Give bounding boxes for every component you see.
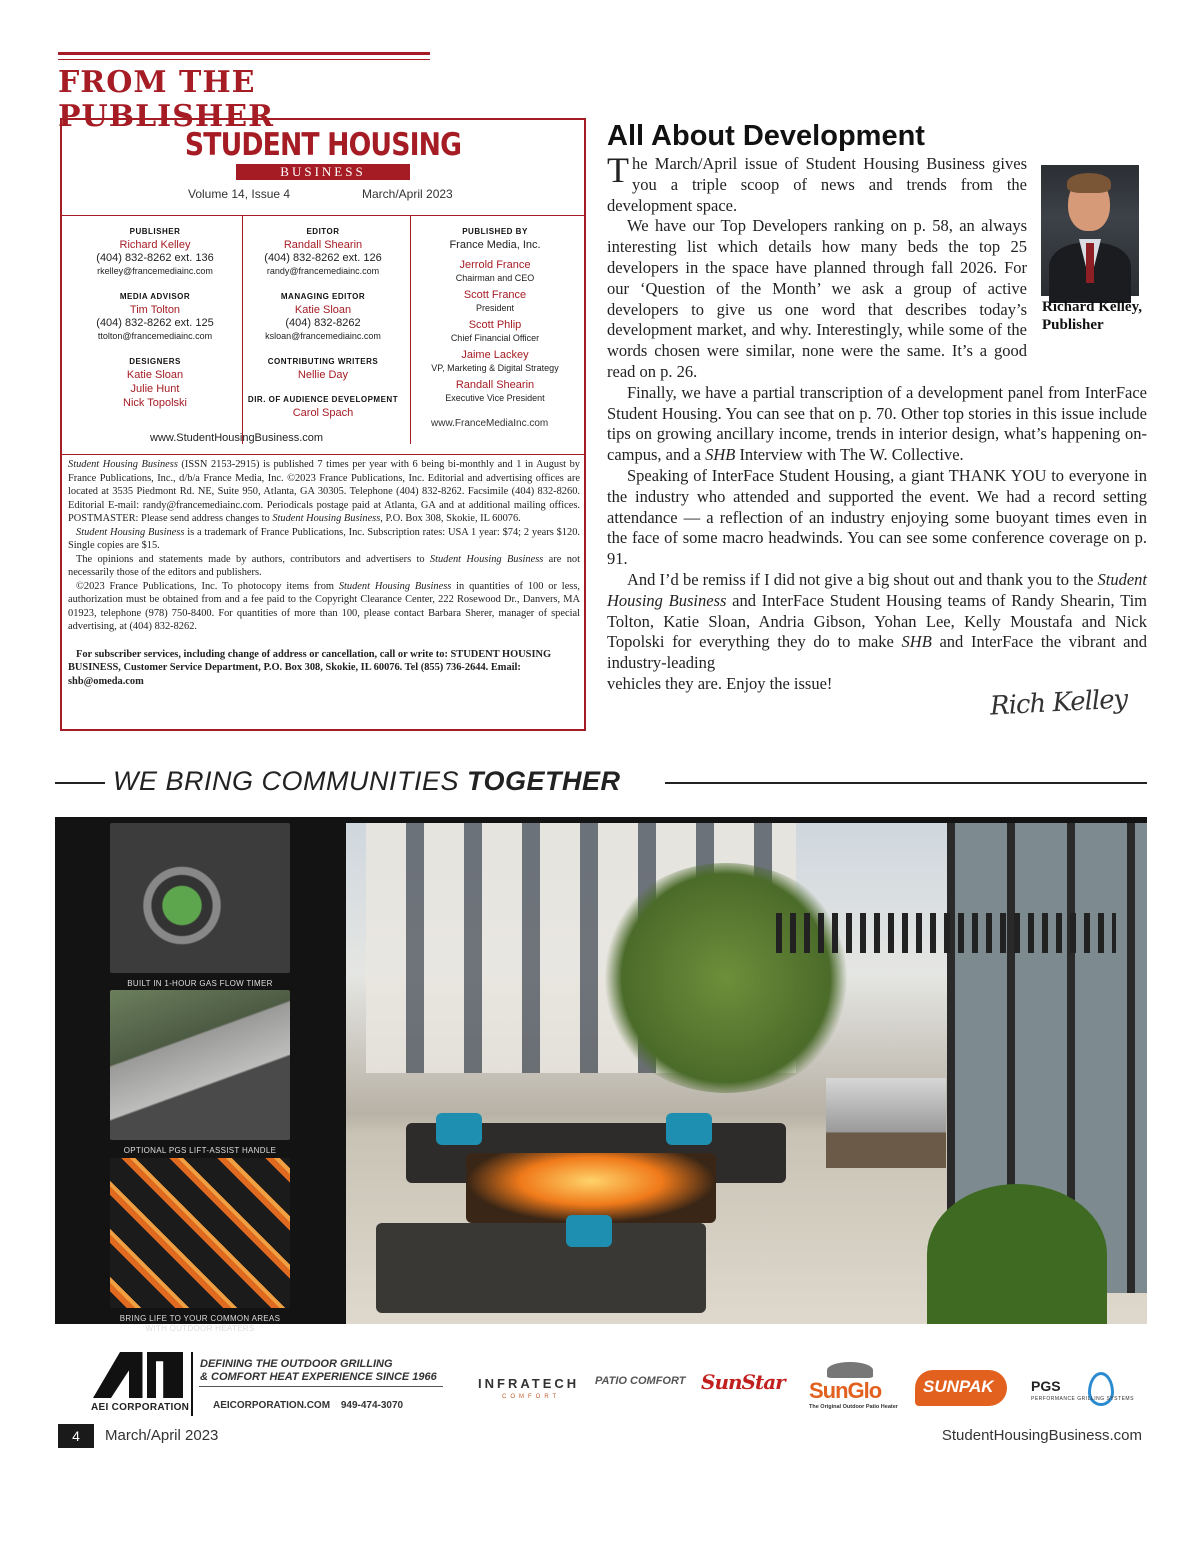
staff-column-2	[238, 226, 408, 434]
article-title: All About Development	[607, 120, 925, 152]
paragraph-italic: SHB	[705, 445, 736, 465]
ad-banner	[55, 766, 1147, 800]
tagline-line: DEFINING THE OUTDOOR GRILLING	[200, 1358, 393, 1370]
banner-line	[665, 782, 1147, 784]
tagline-line: & COMFORT HEAT EXPERIENCE SINCE 1966	[200, 1371, 437, 1383]
banner-line	[55, 782, 105, 784]
photo-caption: Richard Kelley, Publisher	[1042, 299, 1142, 333]
thumb-caption: BRING LIFE TO YOUR COMMON AREAS WITH OUTDOOR HEATERS	[119, 1314, 281, 1333]
paragraph-italic: Student Housing Business	[607, 569, 1147, 610]
staff-name: Carol Spach	[292, 407, 354, 419]
staff-name: Richard Kelley	[119, 239, 191, 251]
legal-paragraph	[68, 553, 580, 580]
staff-role: CONTRIBUTING WRITERS	[267, 357, 379, 366]
subscriber-services: For subscriber services, including change of address or cancellation, call or write to: STUDENT HOUSING BUSINESS, Customer Service Department, P.O. Box 308, Skokie, IL 60076. Tel (855) 736-2644. Email: shb@omeda.com	[68, 648, 552, 687]
divider	[62, 215, 584, 216]
photo-pillow	[566, 1215, 612, 1247]
staff-role: MEDIA ADVISOR	[119, 292, 191, 301]
paragraph-text: vehicles they are. Enjoy the issue!	[607, 673, 833, 693]
photo-fire-pit	[466, 1153, 716, 1223]
staff-email[interactable]: rkelley@francemediainc.com	[97, 266, 213, 276]
staff-column-3	[410, 226, 580, 408]
article-narrow-column	[607, 150, 1027, 383]
staff-phone: (404) 832-8262 ext. 136	[96, 252, 214, 264]
person-title: President	[475, 303, 515, 313]
heater-dome-icon	[827, 1362, 873, 1378]
person-name: Jerrold France	[459, 259, 531, 271]
ad-thumb-lift-assist	[110, 990, 290, 1156]
volume-issue: Volume 14, Issue 4	[188, 187, 291, 201]
infratech-sub: COMFORT	[502, 1394, 561, 1400]
divider	[62, 454, 584, 455]
person-name: Scott France	[463, 289, 527, 301]
drop-cap: T	[607, 150, 629, 190]
website-link[interactable]: www.StudentHousingBusiness.com	[150, 432, 324, 444]
publisher-person	[410, 378, 580, 404]
person-name: Jaime Lackey	[461, 349, 529, 361]
staff-contributing-writers	[238, 356, 408, 382]
pgs-sub: PERFORMANCE GRILLING SYSTEMS	[1031, 1396, 1134, 1402]
photo-plant	[927, 1184, 1107, 1324]
photo-grill	[826, 1078, 946, 1168]
person-name: Randall Shearin	[455, 379, 535, 391]
paragraph-text: Interview with The W. Collective.	[735, 445, 964, 465]
aei-tagline	[200, 1358, 437, 1384]
photo-pergola	[776, 913, 1116, 953]
legal-italic: Student Housing Business	[272, 513, 381, 524]
signature: Rich Kelley	[989, 684, 1128, 722]
person-name: Scott Phlip	[468, 319, 522, 331]
thumb-caption: OPTIONAL PGS LIFT-ASSIST HANDLE	[123, 1146, 277, 1155]
photo-tie	[1086, 243, 1094, 283]
aei-company-name: AEI CORPORATION	[91, 1402, 190, 1413]
courtyard-photo	[346, 823, 1147, 1324]
page-footer	[58, 1424, 1142, 1450]
article-paragraph	[607, 383, 1147, 466]
ad-thumb-timer	[110, 823, 290, 989]
page-number: 4	[58, 1424, 94, 1448]
legal-text: ©2023 France Publications, Inc. To photocopy items from	[76, 580, 339, 592]
pgs-logo: PGS	[1031, 1378, 1061, 1394]
person-title: Executive Vice President	[445, 393, 545, 403]
aei-contact[interactable]: AEICORPORATION.COM 949-474-3070	[213, 1400, 404, 1411]
infratech-logo: INFRATECH	[478, 1376, 580, 1391]
staff-role: DIR. OF AUDIENCE DEVELOPMENT	[247, 395, 399, 404]
staff-designers	[70, 356, 240, 410]
publisher-person	[410, 318, 580, 344]
masthead-logo	[62, 128, 584, 181]
ad-photo-panel	[55, 817, 1147, 1333]
sunpak-logo	[915, 1370, 1007, 1406]
staff-role: MANAGING EDITOR	[280, 292, 366, 301]
legal-paragraph	[68, 458, 580, 526]
staff-email[interactable]: ttolton@francemediainc.com	[97, 331, 213, 341]
article-paragraph	[607, 570, 1147, 695]
staff-name: Julie Hunt	[130, 383, 180, 395]
publisher-person	[410, 258, 580, 284]
staff-editor	[238, 226, 408, 277]
aei-divider	[191, 1352, 193, 1416]
header-rule-thin	[58, 59, 430, 60]
publisher-org: France Media, Inc.	[449, 239, 541, 251]
staff-column-1	[70, 226, 240, 424]
staff-publisher	[70, 226, 240, 277]
staff-name: Katie Sloan	[126, 369, 184, 381]
person-title: Chairman and CEO	[455, 273, 535, 283]
legal-paragraph	[68, 580, 580, 634]
legal-text: (ISSN 2153-2915) is published 7 times per year with 6 being bi-monthly and 1 in August by France Publications, Inc., d/b/a France Media, Inc. ©2023 France Publications, Inc. Editorial and advertising offices are located at 3535 Piedmont Rd. NE, Suite 950, Atlanta, GA 30305. Telephone (404) 832-8262. Facsimile (404) 832-8260. Editorial E-mail: randy@francemediainc.com. Periodicals postage paid at Atlanta, GA and at additional mailing offices. POSTMASTER: Please send address changes to	[68, 459, 580, 524]
staff-name: Randall Shearin	[283, 239, 363, 251]
sunpak-wordmark: SUNPAK	[923, 1377, 994, 1396]
paragraph-text: And I’d be remiss if I did not give a big shout out and thank you to the	[627, 569, 1098, 589]
lift-assist-image	[110, 990, 290, 1140]
aei-logo	[93, 1352, 183, 1408]
logo-student-housing: STUDENT HOUSING	[184, 127, 462, 163]
footer-date: March/April 2023	[105, 1427, 219, 1444]
photo-tree	[596, 863, 856, 1093]
header-rule	[58, 52, 430, 55]
paragraph-text: Finally, we have a partial transcription of a development panel from InterFace Student Housing. You can see that on p. 70. Other top stories in this issue include tips on growing ancillary income, trends in interior design, what’s happening on-campus, and a	[607, 382, 1147, 465]
aei-rule	[199, 1386, 443, 1387]
staff-managing-editor	[238, 291, 408, 342]
article-paragraph	[607, 150, 1027, 216]
legal-italic: Student Housing Business	[429, 553, 544, 565]
legal-text: is a trademark of France Publications, Inc. Subscription rates: USA 1 year: $74; 2 years $120. Single copies are $15.	[68, 526, 580, 551]
section-title: FROM THE PUBLISHER	[58, 65, 275, 134]
patio-comfort-logo: PATIO COMFORT	[595, 1375, 686, 1387]
staff-name: Katie Sloan	[294, 304, 352, 316]
legal-italic: Student Housing Business	[68, 459, 178, 470]
paragraph-text: and InterFace Student Housing teams of Randy Shearin, Tim Tolton, Katie Sloan, Andria Gibson, Yohan Lee, Kelly Moustafa and Nick Topolski for everything they do to make	[607, 590, 1148, 652]
sunstar-logo: SunStar	[701, 1370, 785, 1394]
paragraph-text: and InterFace the vibrant and industry-leading	[607, 632, 1147, 673]
photo-hair	[1067, 173, 1111, 193]
heater-image	[110, 1158, 290, 1308]
logo-business: BUSINESS	[236, 164, 409, 180]
staff-email[interactable]: ksloan@francemediainc.com	[265, 331, 381, 341]
staff-name: Nellie Day	[297, 369, 349, 381]
staff-media-advisor	[70, 291, 240, 342]
ad-thumb-heaters	[110, 1158, 290, 1334]
issue-date: March/April 2023	[362, 187, 453, 201]
ad-headline	[113, 766, 621, 797]
person-title: Chief Financial Officer	[450, 333, 540, 343]
staff-phone: (404) 832-8262	[285, 317, 361, 329]
article-paragraph: Speaking of InterFace Student Housing, a giant THANK YOU to everyone in the industry who attended and supported the event. We had a record setting attendance — a reflection of an industry enjoying some buoyant times even in the face of some macro headwinds. You can see some conference coverage on p. 91.	[607, 465, 1147, 569]
staff-email[interactable]: randy@francemediainc.com	[266, 266, 380, 276]
headline-text: WE BRING COMMUNITIES	[113, 766, 467, 796]
legal-text: in quantities of 100 or less, authorization must be obtained from and a fee paid to the Copyright Clearance Center, 222 Rosewood Dr., Danvers, MA 01923, telephone (978) 750-8400. For quantities of more than 100, please contact Barbara Sherer, manager of special advertising, at (404) 832-8262.	[68, 580, 580, 632]
headline-bold: TOGETHER	[467, 766, 621, 796]
staff-phone: (404) 832-8262 ext. 125	[96, 317, 214, 329]
legal-text: The opinions and statements made by authors, contributors and advertisers to	[76, 553, 430, 565]
staff-name: Nick Topolski	[123, 397, 187, 409]
staff-role: EDITOR	[306, 227, 340, 236]
sunglo-wordmark: SunGlo	[809, 1378, 882, 1403]
footer-website[interactable]: StudentHousingBusiness.com	[941, 1427, 1142, 1444]
staff-role: DESIGNERS	[129, 357, 181, 366]
photo-pillow	[436, 1113, 482, 1145]
article-paragraph: We have our Top Developers ranking on p. 58, an always interesting list which details how many beds the top 25 developers in the space have planned through fall 2026. For our ‘Question of the Month’ we ask a group of active developers to give us one word that describes today’s development market, and why. Interestingly, while some of the words chosen were similar, none were the same. It’s a good read on p. 26.	[607, 216, 1027, 381]
person-title: VP, Marketing & Digital Strategy	[431, 363, 559, 373]
legal-italic: Student Housing Business	[338, 580, 452, 592]
staff-audience-development	[238, 394, 408, 420]
thumb-caption: BUILT IN 1-HOUR GAS FLOW TIMER	[127, 979, 273, 988]
publisher-website-link[interactable]: www.FranceMediaInc.com	[431, 418, 549, 429]
staff-role: PUBLISHER	[129, 227, 181, 236]
publisher-photo	[1041, 165, 1139, 296]
sunglo-logo	[809, 1360, 898, 1414]
staff-name: Tim Tolton	[129, 304, 181, 316]
photo-pillow	[666, 1113, 712, 1145]
masthead-box	[60, 118, 586, 731]
legal-notice	[68, 458, 580, 688]
publisher-person	[410, 348, 580, 374]
legal-text: are not necessarily those of the editors and publishers.	[68, 553, 580, 578]
legal-text: , P.O. Box 308, Skokie, IL 60076.	[380, 513, 521, 524]
legal-italic: Student Housing Business	[76, 526, 185, 538]
photo-sofa	[376, 1223, 706, 1313]
staff-phone: (404) 832-8262 ext. 126	[264, 252, 382, 264]
legal-paragraph	[68, 526, 580, 553]
ad-footer	[55, 1340, 1147, 1435]
paragraph-italic: SHB	[901, 632, 932, 652]
aei-logo-mark	[93, 1352, 183, 1398]
publisher-person	[410, 288, 580, 314]
sunglo-sub: The Original Outdoor Patio Heater	[809, 1404, 898, 1410]
gas-timer-image	[110, 823, 290, 973]
paragraph-text: he March/April issue of Student Housing Business gives you a triple scoop of news and trends from the development space.	[607, 154, 1027, 215]
staff-role: PUBLISHED BY	[462, 227, 528, 236]
